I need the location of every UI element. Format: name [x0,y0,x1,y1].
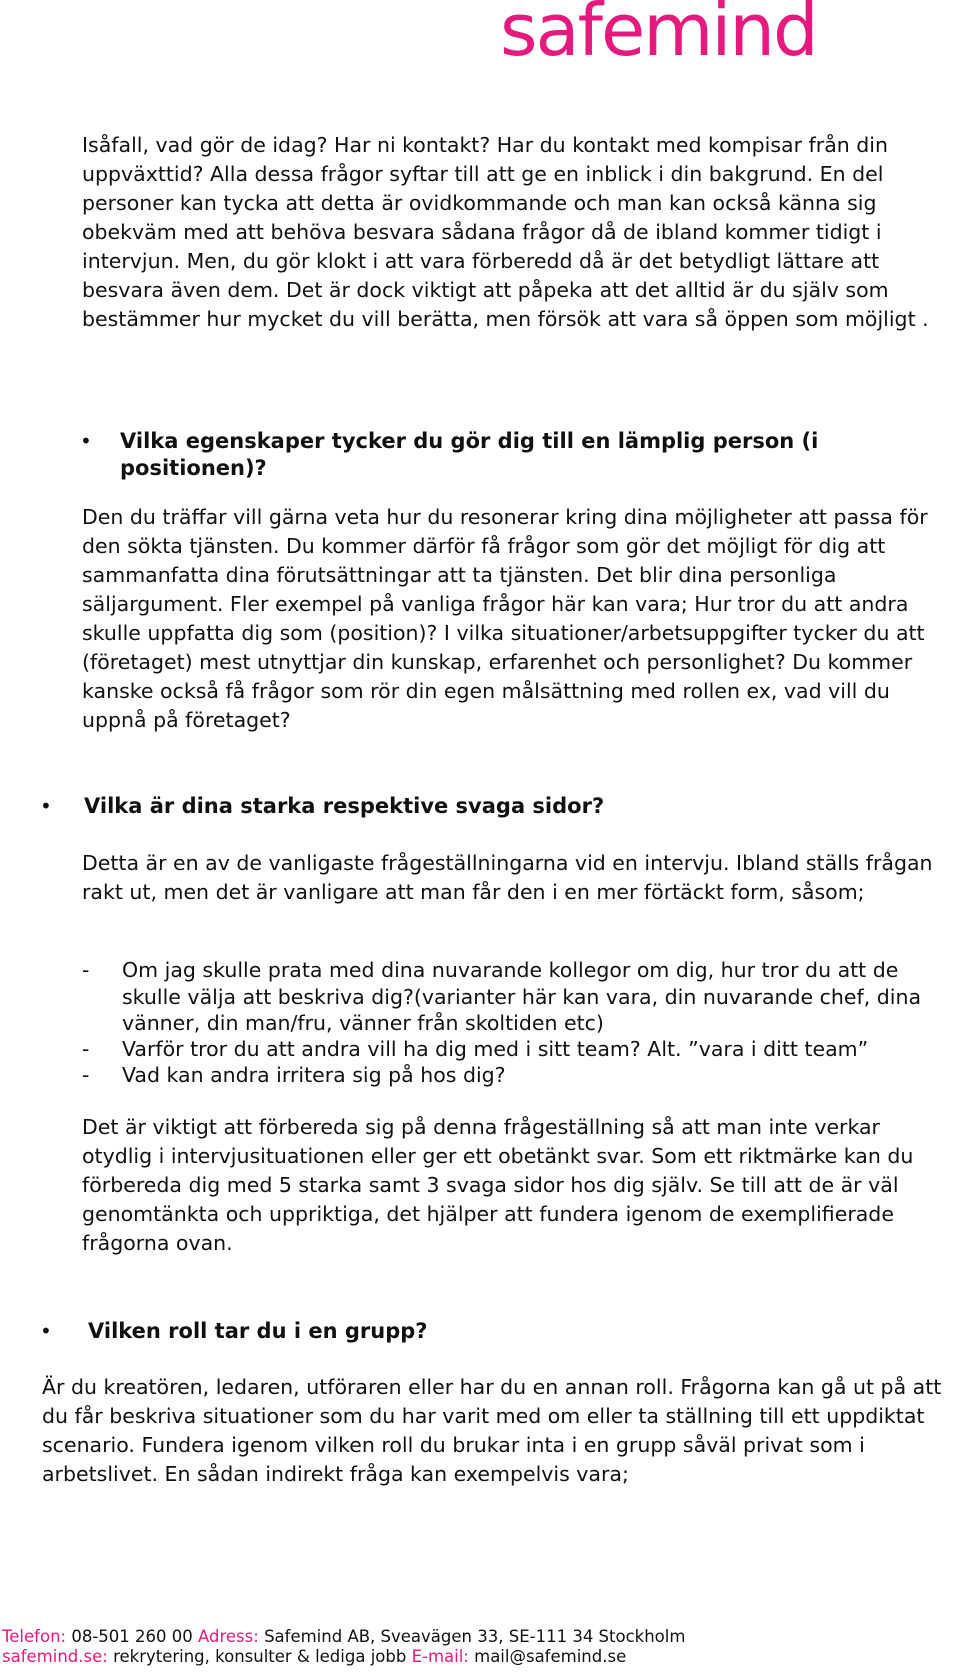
footer-line-web [2,1647,626,1667]
footer-line-contact [2,1627,685,1647]
section-paragraph-strengths: Detta är en av de vanligaste frågeställningarna vid en intervju. Ibland ställs frågan rakt ut, men det är vanligare att man får den i en mer förtäckt form, såsom; [82,851,933,904]
section-paragraph-qualities: Den du träffar vill gärna veta hur du resonerar kring dina möjligheter att passa för den sökta tjänsten. Du kommer därför få frågor som gör det möjligt för dig att sammanfatta dina förutsättningar att ta tjänsten. Det blir dina personliga säljargument. Fler exempel på vanliga frågor här kan vara; Hur tror du att andra skulle uppfatta dig som (position)? I vilka situationer/arbetsuppgifter tycker du att (företaget) mest utnyttjar din kunskap, erfarenhet och personlighet? Du kommer kanske också få frågor som rör din egen målsättning med rollen ex, vad vill du uppnå på företaget? [82,505,928,732]
address-label: Adress: [198,1627,259,1646]
list-dash: - [82,958,90,982]
section-heading-strengths: Vilka är dina starka respektive svaga sidor? [84,794,605,818]
address-value: Safemind AB, Sveavägen 33, SE-111 34 Stockholm [264,1627,686,1646]
site-label[interactable]: safemind.se: [2,1647,108,1666]
phone-label: Telefon: [2,1627,67,1646]
bullet-marker: • [40,1319,52,1343]
list-item [82,1036,942,1063]
bullet-marker: • [80,429,92,453]
list-dash: - [82,1037,90,1061]
list-item-text: Vad kan andra irritera sig på hos dig? [122,1063,506,1087]
site-value: rekrytering, konsulter & lediga jobb [113,1647,407,1666]
list-item [82,1062,942,1089]
email-value[interactable]: mail@safemind.se [474,1647,627,1666]
section-paragraph-group-role: Är du kreatören, ledaren, utföraren eller har du en annan roll. Frågorna kan gå ut på att du får beskriva situationer som du har varit med om eller ta ställning till ett uppdiktat scenario. Fundera igenom vilken roll du brukar inta i en grupp såväl privat som i arbetslivet. En sådan indirekt fråga kan exempelvis vara; [42,1375,942,1486]
section-heading-group-role: Vilken roll tar du i en grupp? [88,1319,428,1343]
list-dash: - [82,1063,90,1087]
intro-paragraph: Isåfall, vad gör de idag? Har ni kontakt? Har du kontakt med kompisar från din uppväxttid? Alla dessa frågor syftar till att ge en inblick i din bakgrund. En del personer kan tycka att detta är ovidkommande och man kan också känna sig obekväm med att behöva besvara sådana frågor då de ibland kommer tidigt i intervjun. Men, du gör klokt i att vara förberedd då är det betydligt lättare att besvara även dem. Det är dock viktigt att påpeka att det alltid är du själv som bestämmer hur mycket du vill berätta, men försök att vara så öppen som möjligt . [82,133,929,331]
section-heading-qualities: Vilka egenskaper tycker du gör dig till en lämplig person (i positionen)? [120,429,819,480]
safemind-logo: safemind [500,0,817,72]
list-item [82,957,942,1037]
list-item-text: Om jag skulle prata med dina nuvarande kollegor om dig, hur tror du att de skulle välja att beskriva dig?(varianter här kan vara, din nuvarande chef, dina vänner, din man/fru, vänner från skoltiden etc) [122,958,922,1035]
bullet-marker: • [40,794,52,818]
phone-value: 08-501 260 00 [71,1627,193,1646]
list-item-text: Varför tror du att andra vill ha dig med i sitt team? Alt. ”vara i ditt team” [122,1037,869,1061]
section-closing-strengths: Det är viktigt att förbereda sig på denna frågeställning så att man inte verkar otydlig i intervjusituationen eller ger ett obetänkt svar. Som ett riktmärke kan du förbereda dig med 5 starka samt 3 svaga sidor hos dig själv. Se till att de är väl genomtänkta och uppriktiga, det hjälper att fundera igenom de exemplifierade frågorna ovan. [82,1115,914,1255]
email-label: E-mail: [411,1647,469,1666]
